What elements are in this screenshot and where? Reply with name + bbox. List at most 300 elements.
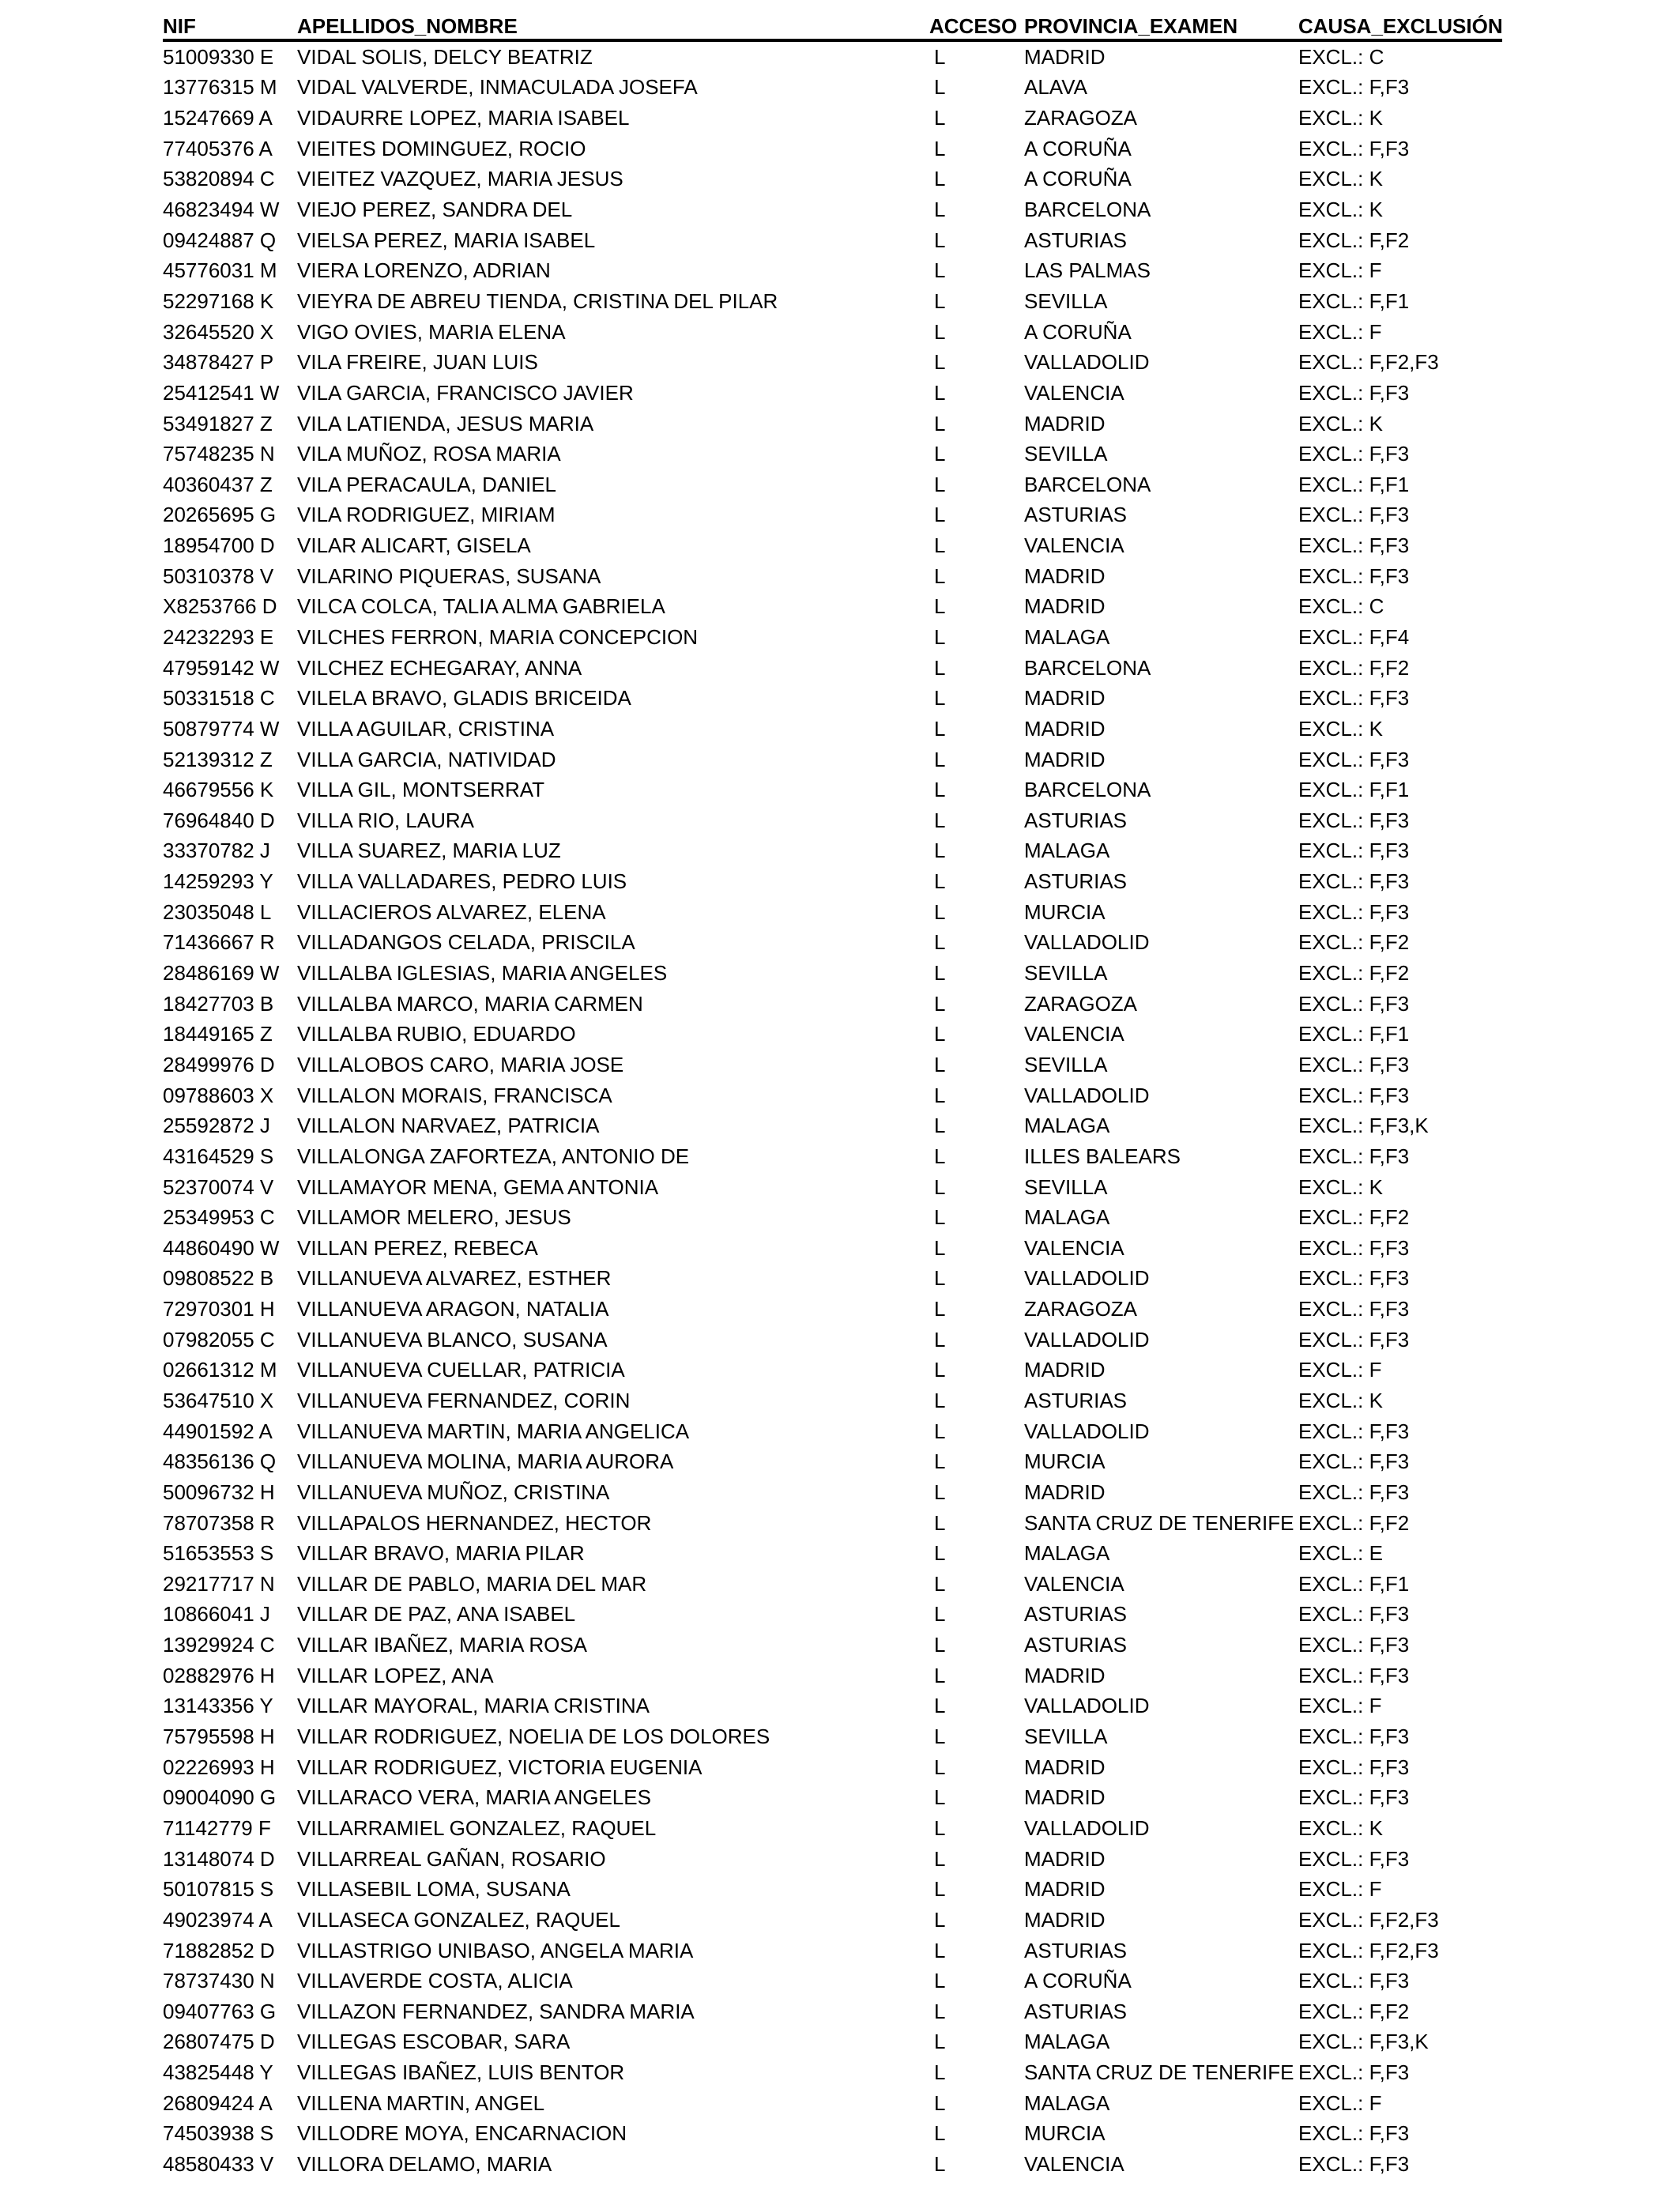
- cell-nif: 28499976 D: [163, 1052, 275, 1076]
- cell-acceso: L: [934, 1571, 946, 1596]
- cell-acceso: L: [934, 75, 946, 100]
- cell-provincia-examen: ASTURIAS: [1024, 228, 1128, 252]
- cell-acceso: L: [934, 1114, 946, 1138]
- table-row: [163, 1446, 1502, 1477]
- table-row: [163, 897, 1502, 928]
- cell-acceso: L: [934, 2060, 946, 2085]
- cell-acceso: L: [934, 655, 946, 680]
- cell-causa-exclusion: EXCL.: F,F3: [1298, 747, 1410, 771]
- cell-nif: 51653553 S: [163, 1541, 274, 1566]
- cell-acceso: L: [934, 1907, 946, 1932]
- cell-apellidos-nombre: VILAR ALICART, GISELA: [297, 533, 531, 558]
- cell-causa-exclusion: EXCL.: F,F4: [1298, 624, 1410, 649]
- cell-provincia-examen: SEVILLA: [1024, 442, 1108, 466]
- cell-apellidos-nombre: VILLAMOR MELERO, JESUS: [297, 1205, 571, 1230]
- header-provincia-examen: PROVINCIA_EXAMEN: [1024, 11, 1298, 40]
- table-row: [163, 194, 1502, 225]
- cell-acceso: L: [934, 1052, 946, 1076]
- cell-acceso: L: [934, 778, 946, 802]
- cell-provincia-examen: VALENCIA: [1024, 1235, 1124, 1260]
- cell-causa-exclusion: EXCL.: F,F3: [1298, 1480, 1410, 1504]
- header-acceso: ACCESO: [929, 11, 1024, 40]
- cell-nif: 09004090 G: [163, 1785, 277, 1810]
- table-row: [163, 1569, 1502, 1600]
- cell-nif: 76964840 D: [163, 808, 275, 832]
- table-row: [163, 653, 1502, 684]
- cell-nif: 43825448 Y: [163, 2060, 273, 2085]
- cell-causa-exclusion: EXCL.: F,F1: [1298, 778, 1410, 802]
- cell-provincia-examen: VALLADOLID: [1024, 350, 1150, 375]
- cell-causa-exclusion: EXCL.: F: [1298, 1694, 1382, 1718]
- cell-acceso: L: [934, 167, 946, 191]
- cell-causa-exclusion: EXCL.: F,F3: [1298, 2121, 1410, 2146]
- cell-provincia-examen: ASTURIAS: [1024, 1389, 1128, 1412]
- cell-provincia-examen: MADRID: [1024, 686, 1106, 711]
- cell-apellidos-nombre: VILLEGAS IBAÑEZ, LUIS BENTOR: [297, 2060, 625, 2085]
- exclusion-list-sheet: [163, 11, 1502, 2180]
- cell-acceso: L: [934, 1663, 946, 1687]
- table-row: [163, 317, 1502, 348]
- cell-apellidos-nombre: VILLA SUAREZ, MARIA LUZ: [297, 839, 561, 863]
- cell-acceso: L: [934, 228, 946, 252]
- table-row: [163, 225, 1502, 256]
- cell-nif: 71436667 R: [163, 930, 275, 955]
- cell-provincia-examen: SEVILLA: [1024, 961, 1108, 986]
- cell-provincia-examen: MADRID: [1024, 1358, 1106, 1382]
- cell-acceso: L: [934, 1389, 946, 1412]
- cell-apellidos-nombre: VILLANUEVA MARTIN, MARIA ANGELICA: [297, 1419, 690, 1443]
- cell-causa-exclusion: EXCL.: F,F3: [1298, 1144, 1410, 1168]
- cell-causa-exclusion: EXCL.: F,F3: [1298, 1755, 1410, 1779]
- table-row: [163, 683, 1502, 714]
- table-row: [163, 1691, 1502, 1722]
- cell-nif: 26809424 A: [163, 2090, 273, 2115]
- cell-apellidos-nombre: VILLENA MARTIN, ANGEL: [297, 2090, 545, 2115]
- cell-provincia-examen: SANTA CRUZ DE TENERIFE: [1024, 2060, 1294, 2085]
- cell-causa-exclusion: EXCL.: K: [1298, 716, 1383, 741]
- cell-apellidos-nombre: VILLARRAMIEL GONZALEZ, RAQUEL: [297, 1815, 657, 1840]
- cell-apellidos-nombre: VILLAN PEREZ, REBECA: [297, 1235, 538, 1260]
- cell-nif: 48356136 Q: [163, 1449, 277, 1474]
- cell-nif: 45776031 M: [163, 258, 277, 283]
- cell-causa-exclusion: EXCL.: F,F3: [1298, 1419, 1410, 1443]
- cell-acceso: L: [934, 1480, 946, 1504]
- cell-provincia-examen: MALAGA: [1024, 1541, 1110, 1566]
- cell-nif: 77405376 A: [163, 136, 273, 160]
- cell-apellidos-nombre: VILLAR DE PAZ, ANA ISABEL: [297, 1602, 576, 1627]
- cell-apellidos-nombre: VILA GARCIA, FRANCISCO JAVIER: [297, 380, 634, 405]
- table-row: [163, 2119, 1502, 2150]
- cell-acceso: L: [934, 1449, 946, 1474]
- cell-acceso: L: [934, 1602, 946, 1627]
- cell-apellidos-nombre: VILLEGAS ESCOBAR, SARA: [297, 2030, 571, 2054]
- cell-causa-exclusion: EXCL.: F: [1298, 1358, 1382, 1382]
- cell-nif: 09424887 Q: [163, 228, 277, 252]
- cell-causa-exclusion: EXCL.: F,F3: [1298, 808, 1410, 832]
- table-row: [163, 775, 1502, 805]
- cell-provincia-examen: ASTURIAS: [1024, 1633, 1128, 1657]
- cell-nif: 78707358 R: [163, 1510, 275, 1535]
- cell-causa-exclusion: EXCL.: F,F3: [1298, 1663, 1410, 1687]
- table-row: [163, 836, 1502, 867]
- cell-apellidos-nombre: VILLA GARCIA, NATIVIDAD: [297, 747, 556, 771]
- cell-apellidos-nombre: VIEYRA DE ABREU TIENDA, CRISTINA DEL PILAR: [297, 288, 778, 313]
- cell-provincia-examen: MURCIA: [1024, 899, 1106, 924]
- cell-apellidos-nombre: VILCHEZ ECHEGARAY, ANNA: [297, 655, 582, 680]
- cell-nif: 25592872 J: [163, 1114, 270, 1138]
- cell-nif: 44901592 A: [163, 1419, 273, 1443]
- cell-acceso: L: [934, 594, 946, 619]
- cell-provincia-examen: MALAGA: [1024, 2030, 1110, 2054]
- cell-apellidos-nombre: VILLASEBIL LOMA, SUSANA: [297, 1877, 571, 1902]
- cell-acceso: L: [934, 1144, 946, 1168]
- cell-apellidos-nombre: VILLANUEVA MOLINA, MARIA AURORA: [297, 1449, 674, 1474]
- cell-causa-exclusion: EXCL.: F,F2: [1298, 1510, 1410, 1535]
- cell-nif: 75795598 H: [163, 1725, 275, 1749]
- cell-acceso: L: [934, 2152, 946, 2177]
- cell-apellidos-nombre: VILA RODRIGUEZ, MIRIAM: [297, 503, 556, 527]
- cell-causa-exclusion: EXCL.: F,F2: [1298, 655, 1410, 680]
- cell-provincia-examen: VALLADOLID: [1024, 1266, 1150, 1291]
- cell-apellidos-nombre: VIDAURRE LOPEZ, MARIA ISABEL: [297, 106, 630, 130]
- cell-provincia-examen: VALENCIA: [1024, 2152, 1124, 2177]
- table-row: [163, 2149, 1502, 2180]
- table-row: [163, 1416, 1502, 1447]
- cell-nif: 52139312 Z: [163, 747, 273, 771]
- cell-acceso: L: [934, 1694, 946, 1718]
- cell-causa-exclusion: EXCL.: E: [1298, 1541, 1383, 1566]
- cell-causa-exclusion: EXCL.: F: [1298, 2090, 1382, 2115]
- cell-causa-exclusion: EXCL.: F,F2,F3: [1298, 1938, 1439, 1962]
- cell-provincia-examen: SEVILLA: [1024, 288, 1108, 313]
- cell-acceso: L: [934, 258, 946, 283]
- cell-causa-exclusion: EXCL.: F,F3: [1298, 1846, 1410, 1871]
- cell-provincia-examen: VALLADOLID: [1024, 1083, 1150, 1107]
- table-row: [163, 286, 1502, 317]
- cell-provincia-examen: VALLADOLID: [1024, 1815, 1150, 1840]
- cell-apellidos-nombre: VILELA BRAVO, GLADIS BRICEIDA: [297, 686, 631, 711]
- cell-provincia-examen: BARCELONA: [1024, 472, 1151, 496]
- cell-nif: 10866041 J: [163, 1602, 270, 1627]
- table-row: [163, 989, 1502, 1020]
- table-row: [163, 1141, 1502, 1172]
- cell-apellidos-nombre: VILCHES FERRON, MARIA CONCEPCION: [297, 624, 699, 649]
- cell-causa-exclusion: EXCL.: F,F3: [1298, 1449, 1410, 1474]
- cell-apellidos-nombre: VILLANUEVA FERNANDEZ, CORIN: [297, 1389, 631, 1412]
- cell-apellidos-nombre: VILLASTRIGO UNIBASO, ANGELA MARIA: [297, 1938, 694, 1962]
- cell-nif: 18449165 Z: [163, 1022, 273, 1046]
- table-row: [163, 1355, 1502, 1386]
- cell-provincia-examen: VALLADOLID: [1024, 930, 1150, 955]
- cell-provincia-examen: ASTURIAS: [1024, 1999, 1128, 2023]
- cell-provincia-examen: MADRID: [1024, 411, 1106, 435]
- cell-provincia-examen: MALAGA: [1024, 839, 1110, 863]
- cell-acceso: L: [934, 1815, 946, 1840]
- cell-causa-exclusion: EXCL.: F: [1298, 1877, 1382, 1902]
- cell-apellidos-nombre: VILLAR BRAVO, MARIA PILAR: [297, 1541, 585, 1566]
- cell-provincia-examen: ASTURIAS: [1024, 808, 1128, 832]
- header-nif: NIF: [163, 11, 297, 40]
- table-row: [163, 1385, 1502, 1416]
- cell-provincia-examen: ASTURIAS: [1024, 1602, 1128, 1627]
- table-row: [163, 1538, 1502, 1569]
- cell-apellidos-nombre: VIERA LORENZO, ADRIAN: [297, 258, 551, 283]
- cell-apellidos-nombre: VILLA GIL, MONTSERRAT: [297, 778, 545, 802]
- table-row: [163, 805, 1502, 836]
- cell-nif: 23035048 L: [163, 899, 272, 924]
- cell-causa-exclusion: EXCL.: F,F3: [1298, 75, 1410, 100]
- cell-causa-exclusion: EXCL.: F,F2,F3: [1298, 1907, 1439, 1932]
- cell-apellidos-nombre: VILLAPALOS HERNANDEZ, HECTOR: [297, 1510, 652, 1535]
- cell-apellidos-nombre: VILLANUEVA BLANCO, SUSANA: [297, 1327, 608, 1351]
- cell-causa-exclusion: EXCL.: K: [1298, 1389, 1383, 1412]
- table-row: [163, 1905, 1502, 1936]
- cell-apellidos-nombre: VILA MUÑOZ, ROSA MARIA: [297, 442, 561, 466]
- cell-acceso: L: [934, 869, 946, 894]
- cell-acceso: L: [934, 350, 946, 375]
- cell-nif: 50879774 W: [163, 716, 280, 741]
- table-row: [163, 255, 1502, 286]
- cell-apellidos-nombre: VILLANUEVA MUÑOZ, CRISTINA: [297, 1480, 610, 1504]
- table-row: [163, 409, 1502, 439]
- cell-acceso: L: [934, 1022, 946, 1046]
- cell-provincia-examen: VALLADOLID: [1024, 1419, 1150, 1443]
- cell-provincia-examen: BARCELONA: [1024, 198, 1151, 222]
- cell-provincia-examen: SEVILLA: [1024, 1174, 1108, 1199]
- cell-nif: 15247669 A: [163, 106, 273, 130]
- cell-apellidos-nombre: VILLAVERDE COSTA, ALICIA: [297, 1969, 573, 1993]
- cell-causa-exclusion: EXCL.: K: [1298, 106, 1383, 130]
- table-row: [163, 1966, 1502, 1996]
- cell-nif: 02882976 H: [163, 1663, 275, 1687]
- cell-acceso: L: [934, 1327, 946, 1351]
- table-row: [163, 2088, 1502, 2119]
- cell-acceso: L: [934, 380, 946, 405]
- cell-causa-exclusion: EXCL.: F: [1298, 319, 1382, 344]
- table-row: [163, 103, 1502, 134]
- cell-causa-exclusion: EXCL.: F,F2: [1298, 961, 1410, 986]
- table-row: [163, 530, 1502, 561]
- cell-apellidos-nombre: VILLAR IBAÑEZ, MARIA ROSA: [297, 1633, 587, 1657]
- table-row: [163, 2057, 1502, 2088]
- cell-causa-exclusion: EXCL.: F,F3: [1298, 1725, 1410, 1749]
- cell-apellidos-nombre: VILLANUEVA ARAGON, NATALIA: [297, 1297, 609, 1321]
- cell-nif: 18954700 D: [163, 533, 275, 558]
- cell-provincia-examen: MALAGA: [1024, 1205, 1110, 1230]
- table-row: [163, 866, 1502, 897]
- cell-provincia-examen: A CORUÑA: [1024, 167, 1132, 191]
- cell-provincia-examen: LAS PALMAS: [1024, 258, 1151, 283]
- cell-causa-exclusion: EXCL.: F,F2,F3: [1298, 350, 1439, 375]
- cell-nif: 51009330 E: [163, 44, 274, 69]
- cell-nif: 13143356 Y: [163, 1694, 273, 1718]
- cell-acceso: L: [934, 1235, 946, 1260]
- cell-acceso: L: [934, 991, 946, 1016]
- cell-acceso: L: [934, 1541, 946, 1566]
- cell-apellidos-nombre: VILARINO PIQUERAS, SUSANA: [297, 564, 601, 588]
- cell-acceso: L: [934, 1174, 946, 1199]
- cell-provincia-examen: VALENCIA: [1024, 380, 1124, 405]
- cell-apellidos-nombre: VILLAZON FERNANDEZ, SANDRA MARIA: [297, 1999, 695, 2023]
- cell-nif: 50331518 C: [163, 686, 275, 711]
- cell-causa-exclusion: EXCL.: F,F1: [1298, 1022, 1410, 1046]
- cell-acceso: L: [934, 472, 946, 496]
- cell-apellidos-nombre: VILLAR DE PABLO, MARIA DEL MAR: [297, 1571, 647, 1596]
- table-row: [163, 1874, 1502, 1905]
- cell-nif: 52297168 K: [163, 288, 274, 313]
- cell-acceso: L: [934, 1297, 946, 1321]
- cell-apellidos-nombre: VILLALBA RUBIO, EDUARDO: [297, 1022, 576, 1046]
- cell-acceso: L: [934, 1083, 946, 1107]
- cell-nif: 78737430 N: [163, 1969, 275, 1993]
- cell-provincia-examen: MADRID: [1024, 1877, 1106, 1902]
- cell-causa-exclusion: EXCL.: F,F3: [1298, 2060, 1410, 2085]
- cell-nif: 53491827 Z: [163, 411, 273, 435]
- table-row: [163, 1600, 1502, 1630]
- cell-nif: 71142779 F: [163, 1815, 271, 1840]
- cell-nif: 44860490 W: [163, 1235, 280, 1260]
- cell-apellidos-nombre: VIEITES DOMINGUEZ, ROCIO: [297, 136, 586, 160]
- table-row: [163, 1661, 1502, 1691]
- cell-apellidos-nombre: VIDAL SOLIS, DELCY BEATRIZ: [297, 44, 593, 69]
- cell-nif: 34878427 P: [163, 350, 274, 375]
- cell-causa-exclusion: EXCL.: C: [1298, 44, 1384, 69]
- cell-nif: 25412541 W: [163, 380, 280, 405]
- cell-provincia-examen: VALENCIA: [1024, 1022, 1124, 1046]
- cell-provincia-examen: MADRID: [1024, 1846, 1106, 1871]
- cell-provincia-examen: ZARAGOZA: [1024, 991, 1138, 1016]
- cell-acceso: L: [934, 1205, 946, 1230]
- cell-nif: 74503938 S: [163, 2121, 274, 2146]
- cell-acceso: L: [934, 1877, 946, 1902]
- cell-causa-exclusion: EXCL.: F,F3: [1298, 839, 1410, 863]
- cell-causa-exclusion: EXCL.: K: [1298, 198, 1383, 222]
- cell-apellidos-nombre: VILLAR LOPEZ, ANA: [297, 1663, 494, 1687]
- cell-acceso: L: [934, 198, 946, 222]
- cell-acceso: L: [934, 1969, 946, 1993]
- cell-causa-exclusion: EXCL.: F,F3: [1298, 136, 1410, 160]
- cell-causa-exclusion: EXCL.: F,F3: [1298, 533, 1410, 558]
- cell-apellidos-nombre: VIDAL VALVERDE, INMACULADA JOSEFA: [297, 75, 698, 100]
- cell-acceso: L: [934, 319, 946, 344]
- cell-acceso: L: [934, 136, 946, 160]
- cell-provincia-examen: VALLADOLID: [1024, 1694, 1150, 1718]
- cell-acceso: L: [934, 2090, 946, 2115]
- cell-causa-exclusion: EXCL.: K: [1298, 411, 1383, 435]
- cell-acceso: L: [934, 288, 946, 313]
- cell-causa-exclusion: EXCL.: F,F3: [1298, 991, 1410, 1016]
- cell-apellidos-nombre: VILLALOBOS CARO, MARIA JOSE: [297, 1052, 624, 1076]
- cell-acceso: L: [934, 1785, 946, 1810]
- cell-nif: 46679556 K: [163, 778, 274, 802]
- cell-nif: 71882852 D: [163, 1938, 275, 1962]
- cell-nif: 09788603 X: [163, 1083, 274, 1107]
- cell-apellidos-nombre: VILLALBA MARCO, MARIA CARMEN: [297, 991, 643, 1016]
- table-row: [163, 1202, 1502, 1233]
- cell-acceso: L: [934, 1846, 946, 1871]
- cell-provincia-examen: SEVILLA: [1024, 1052, 1108, 1076]
- cell-apellidos-nombre: VILLORA DELAMO, MARIA: [297, 2152, 552, 2177]
- table-row: [163, 134, 1502, 164]
- table-row: [163, 1630, 1502, 1661]
- cell-nif: 13148074 D: [163, 1846, 275, 1871]
- cell-causa-exclusion: EXCL.: F,F3,K: [1298, 2030, 1429, 2054]
- cell-acceso: L: [934, 106, 946, 130]
- cell-causa-exclusion: EXCL.: F,F3: [1298, 2152, 1410, 2177]
- cell-provincia-examen: MALAGA: [1024, 1114, 1110, 1138]
- cell-provincia-examen: MADRID: [1024, 564, 1106, 588]
- cell-nif: 49023974 A: [163, 1907, 273, 1932]
- cell-nif: 50096732 H: [163, 1480, 275, 1504]
- cell-apellidos-nombre: VILCA COLCA, TALIA ALMA GABRIELA: [297, 594, 665, 619]
- cell-apellidos-nombre: VILLALON NARVAEZ, PATRICIA: [297, 1114, 600, 1138]
- cell-causa-exclusion: EXCL.: F,F3: [1298, 1327, 1410, 1351]
- cell-acceso: L: [934, 686, 946, 711]
- cell-nif: 18427703 B: [163, 991, 274, 1016]
- cell-causa-exclusion: EXCL.: F,F3: [1298, 1602, 1410, 1627]
- cell-apellidos-nombre: VILA LATIENDA, JESUS MARIA: [297, 411, 594, 435]
- cell-causa-exclusion: EXCL.: F,F2: [1298, 228, 1410, 252]
- cell-provincia-examen: MALAGA: [1024, 2090, 1110, 2115]
- cell-acceso: L: [934, 1938, 946, 1962]
- cell-provincia-examen: MADRID: [1024, 747, 1106, 771]
- cell-nif: 13929924 C: [163, 1633, 275, 1657]
- cell-causa-exclusion: EXCL.: F: [1298, 258, 1382, 283]
- cell-causa-exclusion: EXCL.: F,F3,K: [1298, 1114, 1429, 1138]
- cell-provincia-examen: MURCIA: [1024, 1449, 1106, 1474]
- table-row: [163, 714, 1502, 745]
- cell-apellidos-nombre: VILLA VALLADARES, PEDRO LUIS: [297, 869, 627, 894]
- cell-apellidos-nombre: VILLANUEVA CUELLAR, PATRICIA: [297, 1358, 625, 1382]
- cell-nif: 53647510 X: [163, 1389, 274, 1412]
- cell-provincia-examen: ILLES BALEARS: [1024, 1144, 1181, 1168]
- table-row: [163, 592, 1502, 623]
- cell-acceso: L: [934, 930, 946, 955]
- cell-acceso: L: [934, 1999, 946, 2023]
- cell-causa-exclusion: EXCL.: K: [1298, 1174, 1383, 1199]
- table-row: [163, 1020, 1502, 1050]
- cell-acceso: L: [934, 1510, 946, 1535]
- cell-provincia-examen: SANTA CRUZ DE TENERIFE: [1024, 1510, 1294, 1535]
- cell-causa-exclusion: EXCL.: F,F3: [1298, 1083, 1410, 1107]
- cell-apellidos-nombre: VILLACIEROS ALVAREZ, ELENA: [297, 899, 606, 924]
- table-row: [163, 439, 1502, 469]
- table-row: [163, 1294, 1502, 1325]
- cell-provincia-examen: MADRID: [1024, 1480, 1106, 1504]
- table-row: [163, 500, 1502, 531]
- cell-nif: 40360437 Z: [163, 472, 273, 496]
- table-row: [163, 1050, 1502, 1080]
- cell-provincia-examen: BARCELONA: [1024, 778, 1151, 802]
- table-row: [163, 1172, 1502, 1203]
- cell-acceso: L: [934, 747, 946, 771]
- cell-provincia-examen: ZARAGOZA: [1024, 1297, 1138, 1321]
- cell-provincia-examen: A CORUÑA: [1024, 319, 1132, 344]
- table-row: [163, 1996, 1502, 2027]
- table-row: [163, 1936, 1502, 1966]
- cell-nif: 29217717 N: [163, 1571, 275, 1596]
- table-row: [163, 347, 1502, 378]
- cell-acceso: L: [934, 624, 946, 649]
- cell-nif: 07982055 C: [163, 1327, 275, 1351]
- table-row: [163, 1477, 1502, 1508]
- table-row: [163, 2027, 1502, 2058]
- cell-apellidos-nombre: VILLALONGA ZAFORTEZA, ANTONIO DE: [297, 1144, 690, 1168]
- cell-provincia-examen: ALAVA: [1024, 75, 1087, 100]
- table-row: [163, 1508, 1502, 1539]
- cell-apellidos-nombre: VILLAR RODRIGUEZ, VICTORIA EUGENIA: [297, 1755, 703, 1779]
- table-row: [163, 1721, 1502, 1752]
